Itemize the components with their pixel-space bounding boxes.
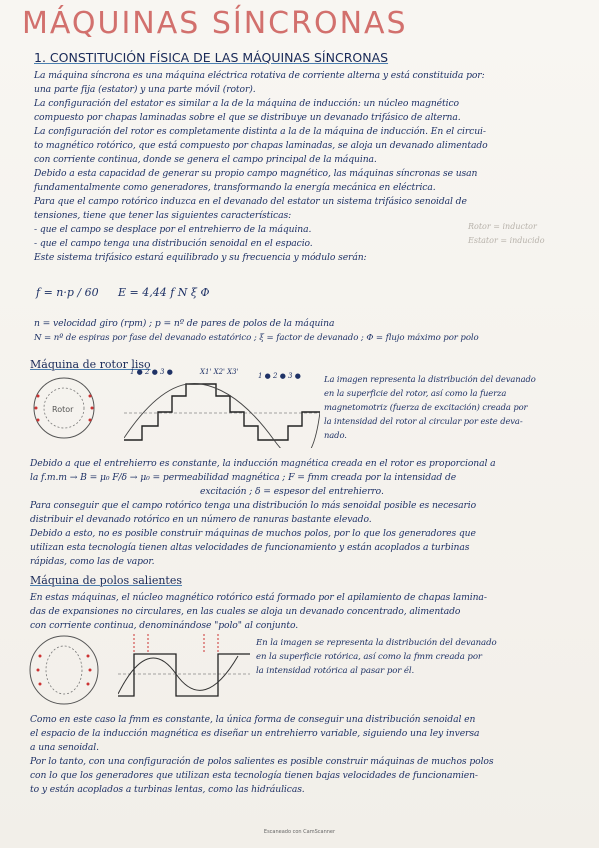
text-line: con corriente continua, denominándose "polo" al conjunto. (30, 620, 299, 631)
text-line: una parte fija (estator) y una parte móvil (rotor). (34, 84, 256, 95)
text-line: fundamentalmente como generadores, transformando la energía mecánica en eléctrica. (34, 182, 436, 193)
figure-description: La imagen representa la distribución del devanado (324, 374, 536, 384)
text-line: La máquina síncrona es una máquina eléctrica rotativa de corriente alterna y está constituida por: (34, 70, 485, 81)
formula-frequency: f = n·p / 60 (36, 286, 99, 299)
figure-description: En la imagen se representa la distribución del devanado (256, 638, 497, 648)
text-line: distribuir el devanado rotórico en un número de ranuras bastante elevado. (30, 514, 372, 525)
slot-labels-right: 1 ● 2 ● 3 ● (258, 372, 301, 380)
definition-line: n = velocidad giro (rpm) ; p = nº de pares de polos de la máquina (34, 318, 335, 329)
salient-pole-rotor-figure (20, 630, 110, 710)
text-line: utilizan esta tecnología tienen altas velocidades de funcionamiento y están acoplados a turbinas (30, 542, 470, 553)
text-line: Para conseguir que el campo rotórico tenga una distribución lo más senoidal posible es necesario (30, 500, 477, 511)
figure-description: magnetomotriz (fuerza de excitación) creada por (324, 402, 528, 412)
text-line: con lo que los generadores que utilizan esta tecnología tienen bajas velocidades de funcionamien- (30, 770, 478, 781)
text-line: Como en este caso la fmm es constante, la única forma de conseguir una distribución senoidal en (30, 714, 476, 725)
text-line: rápidas, como las de vapor. (30, 556, 155, 567)
definition-line: N = nº de espiras por fase del devanado estatórico ; ξ = factor de devanado ; Φ = flujo máximo por polo (34, 333, 479, 343)
text-line: La configuración del estator es similar a la de la máquina de inducción: un núcleo magnético (34, 98, 459, 109)
margin-note: Estator = inducido (468, 236, 545, 245)
slot-labels-left: 1 ● 2 ● 3 ● (130, 368, 173, 376)
section-heading-constitution: 1. CONSTITUCIÓN FÍSICA DE LAS MÁQUINAS SÍNCRONAS (34, 50, 389, 65)
text-line: La configuración del rotor es completamente distinta a la de la máquina de inducción. En el circui- (34, 126, 486, 137)
text-line: En estas máquinas, el núcleo magnético rotórico está formado por el apilamiento de chapas lamina- (30, 592, 487, 603)
page-title: MÁQUINAS SÍNCRONAS (22, 6, 408, 41)
mmf-stepped-waveform (124, 378, 320, 448)
text-line: excitación ; δ = espesor del entrehierro. (200, 486, 384, 497)
rotor-liso-cross-section-figure (22, 372, 112, 442)
figure-description: nado. (324, 430, 347, 440)
scanner-footer: Escaneado con CamScanner (263, 829, 336, 835)
text-line: Para que el campo rotórico induzca en el devanado del estator un sistema trifásico senoidal de (34, 196, 467, 207)
text-line: Por lo tanto, con una configuración de polos salientes es posible construir máquinas de muchos polos (30, 756, 494, 767)
figure-description: la intensidad rotórica al pasar por él. (256, 666, 415, 676)
section-heading-rotor-liso: Máquina de rotor liso (30, 358, 151, 371)
text-line: a una senoidal. (30, 742, 99, 753)
section-heading-polos-salientes: Máquina de polos salientes (30, 574, 183, 587)
text-line: la f.m.m → B = μ₀ F/δ → μ₀ = permeabilidad magnética ; F = fmm creada por la intensidad de (30, 472, 457, 483)
svg-text:Rotor: Rotor (52, 405, 74, 414)
text-line: Este sistema trifásico estará equilibrado y su frecuencia y módulo serán: (34, 252, 367, 263)
text-line: to magnético rotórico, que está compuesto por chapas laminadas, se aloja un devanado alimentado (34, 140, 488, 151)
text-line: con corriente continua, donde se genera el campo principal de la máquina. (34, 154, 377, 165)
slot-labels-mid: X1' X2' X3' (200, 368, 239, 376)
text-line: - que el campo se desplace por el entrehierro de la máquina. (34, 224, 312, 235)
text-line: - que el campo tenga una distribución senoidal en el espacio. (34, 238, 313, 249)
figure-description: la intensidad del rotor al circular por este deva- (324, 416, 523, 426)
formula-emf: E = 4,44 f N ξ Φ (118, 286, 210, 299)
text-line: el espacio de la inducción magnética es diseñar un entrehierro variable, siguiendo una ley inversa (30, 728, 480, 739)
text-line: to y están acoplados a turbinas lentas, como las hidráulicas. (30, 784, 305, 795)
text-line: Debido a esto, no es posible construir máquinas de muchos polos, por lo que los generadores que (30, 528, 476, 539)
text-line: compuesto por chapas laminadas sobre el que se distribuye un devanado trifásico de alterna. (34, 112, 461, 123)
text-line: Debido a que el entrehierro es constante, la inducción magnética creada en el rotor es proporcional a (30, 458, 496, 469)
figure-description: en la superficie rotórica, así como la fmm creada por (256, 652, 482, 662)
text-line: Debido a esta capacidad de generar su propio campo magnético, las máquinas síncronas se usan (34, 168, 478, 179)
text-line: tensiones, tiene que tener las siguientes características: (34, 210, 292, 221)
salient-pole-mmf-figure (118, 634, 250, 706)
margin-note: Rotor = inductor (468, 222, 537, 231)
figure-description: en la superficie del rotor, así como la fuerza (324, 388, 507, 398)
text-line: das de expansiones no circulares, en las cuales se aloja un devanado concentrado, alimentado (30, 606, 461, 617)
